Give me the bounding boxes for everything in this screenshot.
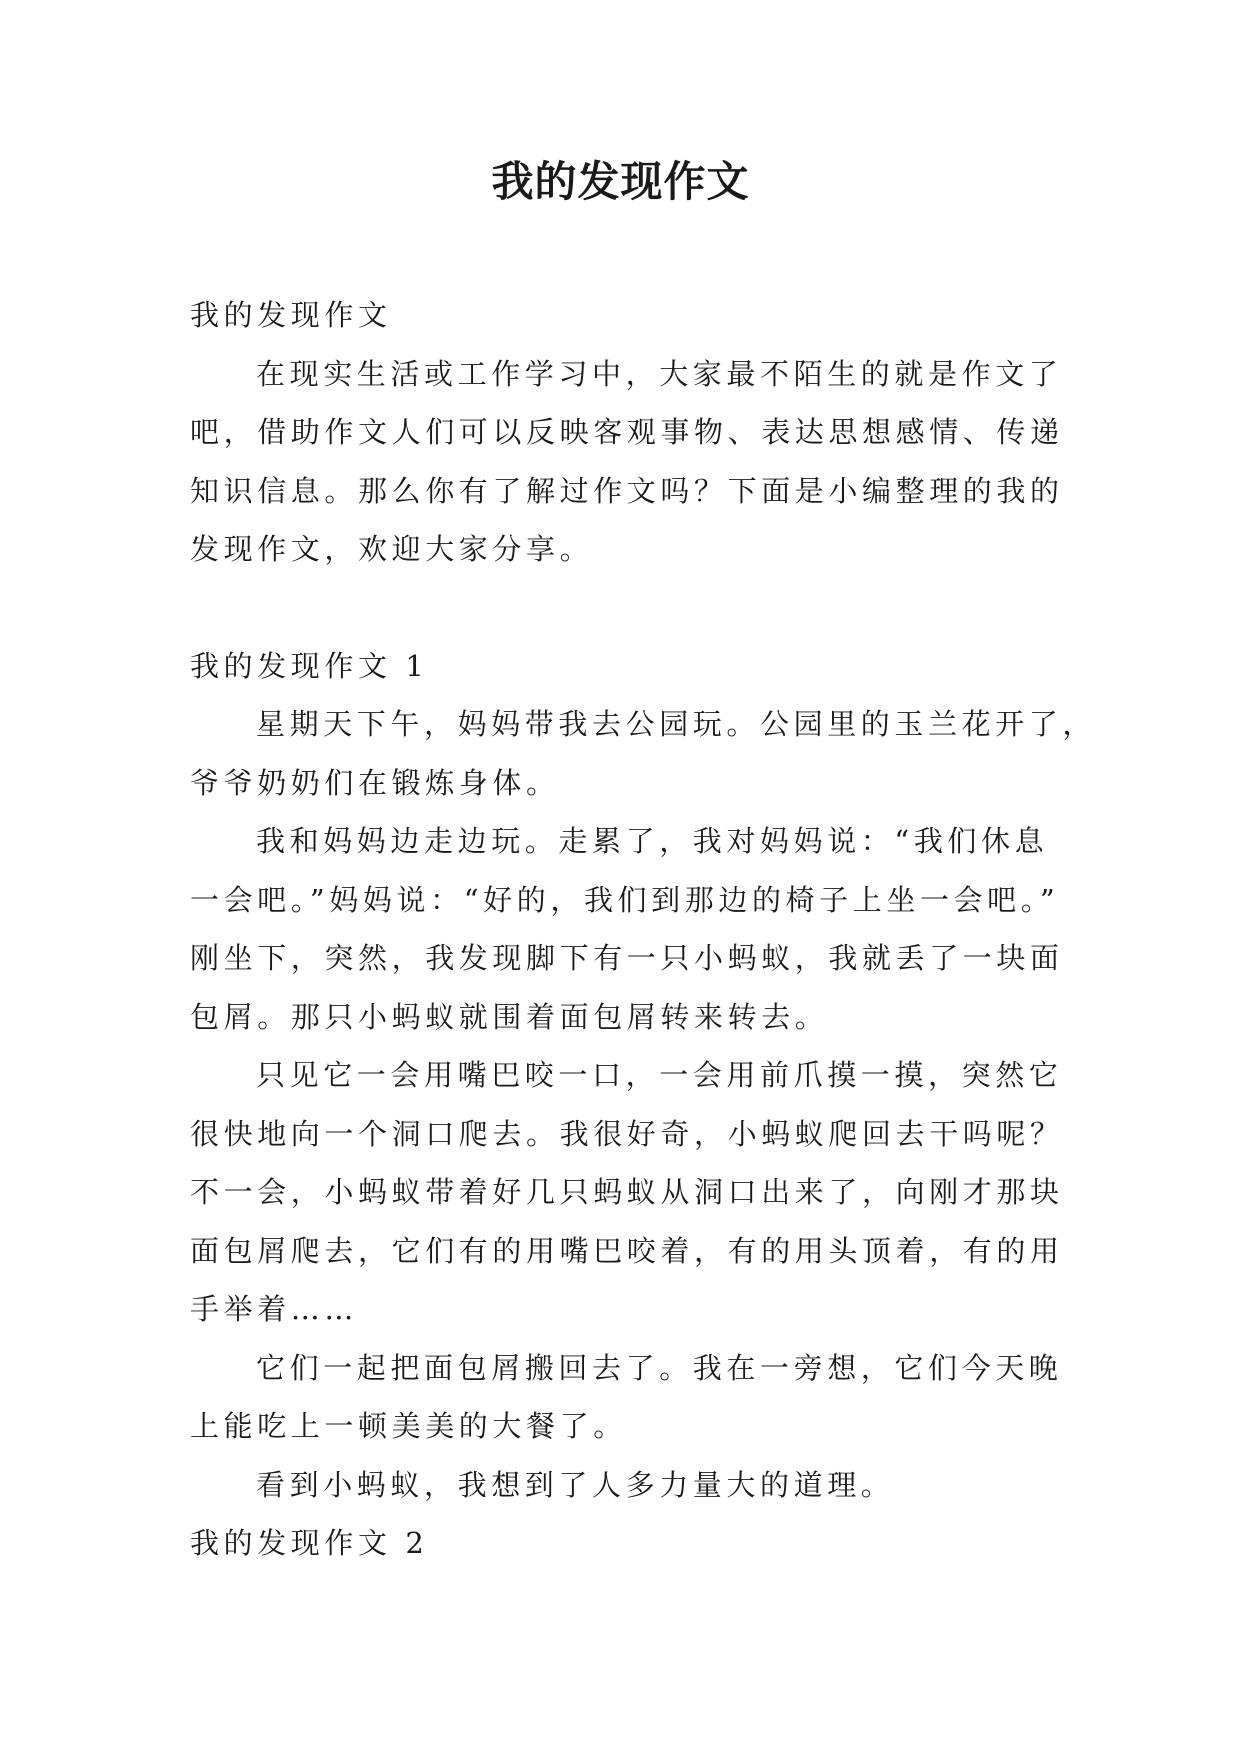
- body-line: 知识信息。那么你有了解过作文吗？下面是小编整理的我的: [190, 473, 1064, 508]
- body-line: 在现实生活或工作学习中，大家最不陌生的就是作文了: [256, 356, 1063, 391]
- body-line: 面包屑爬去，它们有的用嘴巴咬着，有的用头顶着，有的用: [190, 1233, 1064, 1268]
- body-line: 只见它一会用嘴巴咬一口，一会用前爪摸一摸，突然它: [256, 1058, 1063, 1092]
- body-line: 发现作文，欢迎大家分享。: [190, 532, 594, 566]
- document-page: [190, 0, 1097, 1754]
- document-title: 我的发现作文: [491, 157, 750, 206]
- document-body: [190, 286, 1097, 1573]
- body-line: 包屑。那只小蚂蚁就围着面包屑转来转去。: [190, 999, 829, 1034]
- body-line: 手举着……: [190, 1292, 359, 1326]
- body-line: 爷爷奶奶们在锻炼身体。: [190, 765, 560, 800]
- body-line: 它们一起把面包屑搬回去了。我在一旁想，它们今天晚: [256, 1350, 1063, 1385]
- body-line: 看到小蚂蚁，我想到了人多力量大的道理。: [256, 1467, 895, 1502]
- paragraph-spacer: [190, 579, 1050, 637]
- body-line: 很快地向一个洞口爬去。我很好奇，小蚂蚁爬回去干吗呢？: [190, 1116, 1064, 1151]
- body-line: 我的发现作文: [190, 298, 392, 332]
- body-line: 星期天下午，妈妈带我去公园玩。公园里的玉兰花开了，: [256, 707, 1097, 741]
- body-line: 我和妈妈边走边玩。走累了，我对妈妈说：“我们休息: [256, 824, 1049, 858]
- body-line: 吧，借助作文人们可以反映客观事物、表达思想感情、传递: [190, 415, 1064, 449]
- section-heading: 我的发现作文 2: [190, 1526, 429, 1560]
- body-line: 不一会，小蚂蚁带着好几只蚂蚁从洞口出来了，向刚才那块: [190, 1175, 1064, 1209]
- section-heading: 我的发现作文 1: [190, 648, 429, 683]
- body-line: 刚坐下，突然，我发现脚下有一只小蚂蚁，我就丢了一块面: [190, 941, 1064, 975]
- body-line: 上能吃上一顿美美的大餐了。: [190, 1409, 627, 1443]
- body-line: 一会吧。”妈妈说：“好的，我们到那边的椅子上坐一会吧。”: [190, 882, 1060, 917]
